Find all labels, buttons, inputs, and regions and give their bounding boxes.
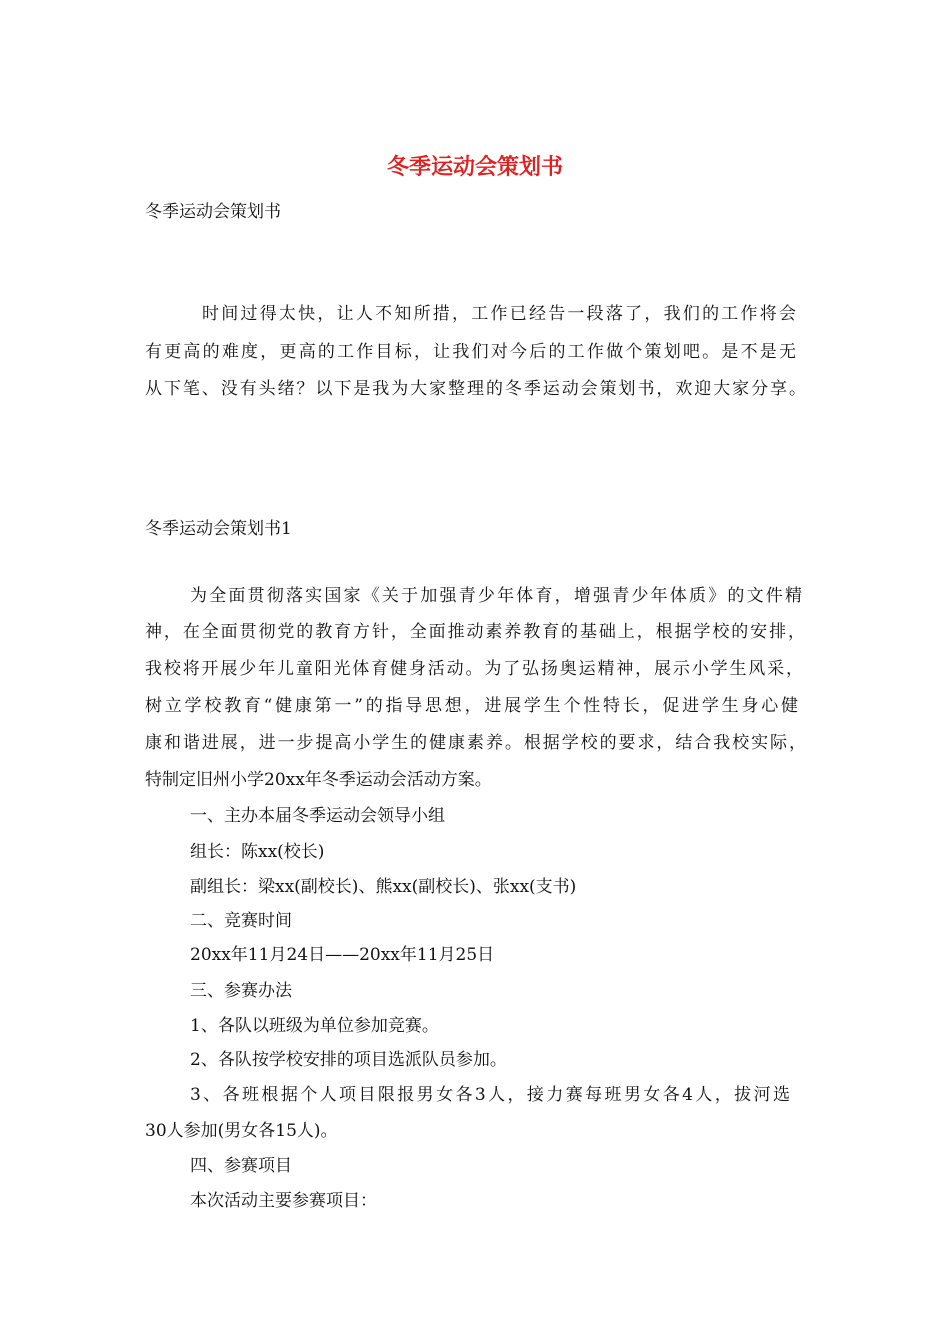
section1-heading: 冬季运动会策划书1 xyxy=(145,519,292,539)
item-events-heading: 四、参赛项目 xyxy=(190,1156,292,1176)
item-method-3: 3、各班根据个人项目限报男女各3人，接力赛每班男女各4人，拔河选 xyxy=(190,1085,790,1105)
section1-line-5: 康和谐进展，进一步提高小学生的健康素养。根据学校的要求，结合我校实际， xyxy=(145,733,806,753)
item-deputy-leaders: 副组长：梁xx(副校长)、熊xx(副校长)、张xx(支书) xyxy=(190,877,577,897)
item-leadership-heading: 一、主办本届冬季运动会领导小组 xyxy=(190,806,445,826)
section1-line-6: 特制定旧州小学20xx年冬季运动会活动方案。 xyxy=(145,770,492,790)
item-time-value: 20xx年11月24日——20xx年11月25日 xyxy=(190,945,495,965)
item-method-1: 1、各队以班级为单位参加竞赛。 xyxy=(190,1016,439,1036)
item-time-heading: 二、竞赛时间 xyxy=(190,911,292,931)
item-leader: 组长：陈xx(校长) xyxy=(190,842,325,862)
item-events-intro: 本次活动主要参赛项目： xyxy=(190,1191,377,1211)
intro-line-1: 时间过得太快，让人不知所措，工作已经告一段落了，我们的工作将会 xyxy=(202,304,796,324)
intro-line-3: 从下笔、没有头绪？以下是我为大家整理的冬季运动会策划书，欢迎大家分享。 xyxy=(145,379,806,399)
item-method-3-continuation: 30人参加(男女各15人)。 xyxy=(145,1121,338,1141)
section1-line-2: 神，在全面贯彻党的教育方针，全面推动素养教育的基础上，根据学校的安排， xyxy=(145,622,805,642)
item-method-heading: 三、参赛办法 xyxy=(190,981,292,1001)
document-title: 冬季运动会策划书 xyxy=(386,155,563,180)
intro-line-2: 有更高的难度，更高的工作目标，让我们对今后的工作做个策划吧。是不是无 xyxy=(145,342,796,362)
document-subtitle: 冬季运动会策划书 xyxy=(145,202,281,222)
section1-line-3: 我校将开展少年儿童阳光体育健身活动。为了弘扬奥运精神，展示小学生风采， xyxy=(145,659,803,679)
section1-line-1: 为全面贯彻落实国家《关于加强青少年体育，增强青少年体质》的文件精 xyxy=(190,586,802,606)
item-method-2: 2、各队按学校安排的项目选派队员参加。 xyxy=(190,1050,507,1070)
section1-line-4: 树立学校教育“健康第一”的指导思想，进展学生个性特长，促进学生身心健 xyxy=(145,696,798,716)
